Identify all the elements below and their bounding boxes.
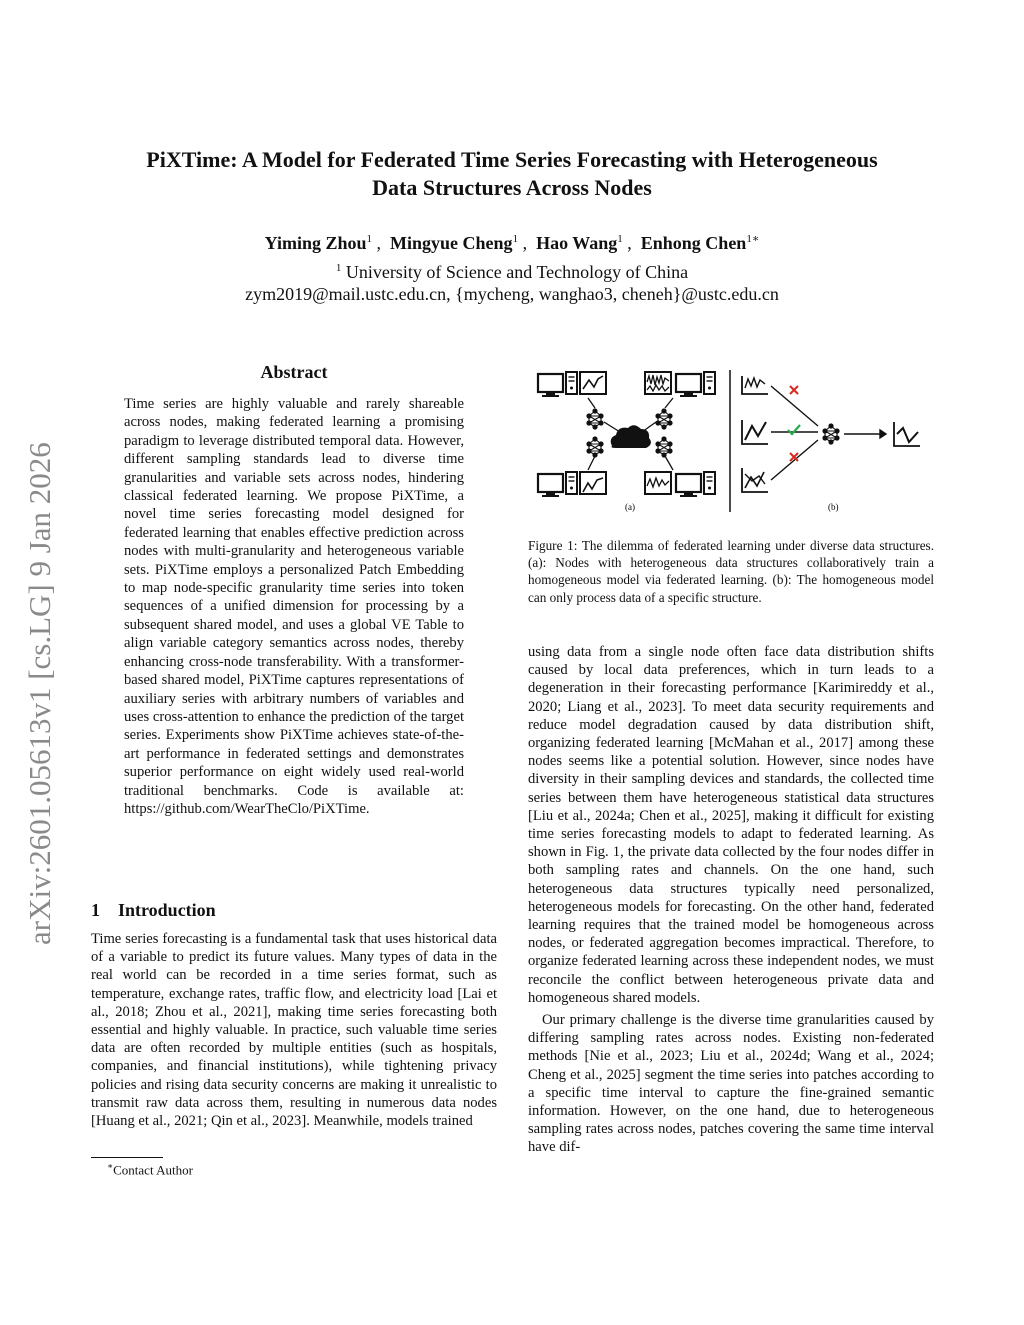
intro-right-column bbox=[528, 643, 934, 1157]
abstract-body bbox=[124, 395, 464, 818]
node-top-right bbox=[645, 372, 715, 397]
intro-paragraph: using data from a single node often face data distribution shifts caused by local data preferences, which in turn leads to a degeneration in their forecasting performance [Karimireddy et al., 2020; Liang et al., 2023]. To meet data security requirements and reduce model degradation caused by data distribution shift, organizing federated learning [McMahan et al., 2017] among these nodes seems like a potential solution. However, since nodes have diversity in their sampling devices and standards, the collected time series between them have heterogeneous statistical data structures [Liu et al., 2024a; Chen et al., 2025], making it difficult for existing time series forecasting models to adapt to federated learning. As shown in Fig. 1, the private data collected by the four nodes differ in both sampling rates and channels. On the one hand, such heterogeneous data structures typically need personalized, heterogeneous models for forecasting. On the other hand, federated learning requires that the trained model be homogeneous across nodes, or federated aggregation becomes impractical. Therefore, to organize federated learning across these independent nodes, we must reconcile the conflict between heterogeneous private data and homogeneous shared models. bbox=[528, 644, 934, 1006]
author-affil-mark: 1 bbox=[617, 233, 623, 245]
section-heading bbox=[91, 900, 216, 921]
author-list: Yiming Zhou$^1$ , Mingyue Cheng$^1$ , Hao Wang$^1$ , Enhong Chen$^{1∗}$ bbox=[264, 233, 760, 253]
abstract-text: Time series are highly valuable and rarely shareable across nodes, making federated learning a promising paradigm to leverage distributed temporal data. However, different sampling standards lead to diverse time granularities and variable sets across nodes, hindering classical federated learning. We propose PiXTime, a novel time series forecasting model designed for federated learning that enables effective prediction across nodes with multi-granularity and heterogeneous variable sets. PiXTime employs a personalized Patch Embedding to map node-specific granularity time series into token sequences of a unified dimension for processing by a subsequent shared model, and uses a global VE Table to align variable category semantics across nodes, thereby enhancing cross-node transferability. With a transformer-based shared model, PiXTime captures representations of auxiliary series with arbitrary numbers of variables and uses cross-attention to enhance the prediction of the target series. Experiments show PiXTime achieves state-of-the-art performance in federated settings and demonstrates superior performance on eight widely used real-world traditional benchmarks. Code is available at: https://github.com/WearTheClo/PiXTime. bbox=[124, 396, 464, 817]
author-name: Enhong Chen bbox=[640, 233, 747, 253]
section-title: Introduction bbox=[118, 900, 216, 920]
model-node-icon bbox=[655, 408, 672, 429]
section-number: 1 bbox=[91, 900, 100, 920]
panel-b-label: (b) bbox=[828, 502, 839, 512]
author-affil-mark: 1∗ bbox=[746, 233, 760, 245]
paper-title bbox=[100, 146, 924, 202]
author-name: Yiming Zhou bbox=[264, 233, 367, 253]
intro-paragraph: Our primary challenge is the diverse time granularities caused by differing sampling rates across nodes. Existing non-federated methods [Nie et al., 2023; Liu et al., 2024d; Wang et al., 2024; Cheng et al., 2025] segment the time series into patches according to a specific time interval to capture the fine-grained semantic information. However, on the one hand, due to heterogeneous sampling rates across nodes, patches covering the same time interval have dif- bbox=[528, 1012, 934, 1156]
input-series-bottom bbox=[742, 468, 768, 492]
author-name: Hao Wang bbox=[536, 233, 618, 253]
model-node-icon bbox=[655, 436, 672, 457]
model-node-icon bbox=[586, 408, 603, 429]
intro-paragraph: Time series forecasting is a fundamental task that uses historical data of a variable to predict its future values. Many types of data in the real world can be recorded in a time series format, such as temperature, exchange rates, traffic flow, and electricity load [Lai et al., 2018; Zhou et al., 2021], making time series forecasting both essential and highly valuable. In practice, such valuable time series data are often recorded by multiple entities (such as hospitals, companies, and financial institutions), while tightening privacy policies and rising data security concerns are making it unrealistic to transmit raw data across them, resulting in numerous data nodes [Huang et al., 2021; Qin et al., 2023]. Meanwhile, models trained bbox=[91, 931, 497, 1130]
output-series bbox=[894, 422, 920, 446]
affiliation bbox=[100, 256, 924, 284]
author-affil-mark: 1 bbox=[512, 233, 519, 245]
footnote-text: Contact Author bbox=[113, 1162, 193, 1178]
author-name: Mingyue Cheng bbox=[390, 233, 513, 253]
panel-a-label: (a) bbox=[625, 502, 635, 512]
node-top-left bbox=[538, 372, 606, 397]
title-line-2: Data Structures Across Nodes bbox=[372, 175, 652, 200]
title-line-1: PiXTime: A Model for Federated Time Series Forecasting with Heterogeneous bbox=[146, 147, 878, 172]
input-series-top bbox=[742, 376, 768, 394]
footnote-mark: ∗ bbox=[107, 1161, 114, 1171]
intro-left-column bbox=[91, 930, 497, 1130]
node-bottom-right bbox=[645, 472, 715, 497]
footnote-rule bbox=[91, 1157, 163, 1158]
arxiv-identifier-stamp bbox=[10, 380, 60, 950]
cross-icon bbox=[790, 386, 798, 394]
affiliation-text: University of Science and Technology of China bbox=[345, 262, 689, 282]
cloud-server-icon bbox=[611, 425, 651, 448]
author-affil-mark: 1 bbox=[366, 233, 373, 245]
footnote bbox=[107, 1161, 193, 1178]
arxiv-id-text: arXiv:2601.05613v1 [cs.LG] 9 Jan 2026 bbox=[22, 442, 57, 945]
abstract-heading: Abstract bbox=[260, 362, 328, 382]
shared-model-icon bbox=[822, 423, 839, 444]
author-emails: zym2019@mail.ustc.edu.cn, {mycheng, wanghao3, cheneh}@ustc.edu.cn bbox=[245, 284, 779, 304]
affiliation-mark: 1 bbox=[335, 262, 342, 274]
node-bottom-left bbox=[538, 472, 606, 497]
figure-1 bbox=[528, 362, 936, 522]
figure-caption: Figure 1: The dilemma of federated learning under diverse data structures. (a): Nodes with heterogeneous data structures collaboratively train a homogeneous model via federated learning. (b): The homogeneous model can only process data of a specific structure. bbox=[528, 538, 934, 605]
model-node-icon bbox=[586, 436, 603, 457]
input-series-middle bbox=[742, 420, 768, 444]
